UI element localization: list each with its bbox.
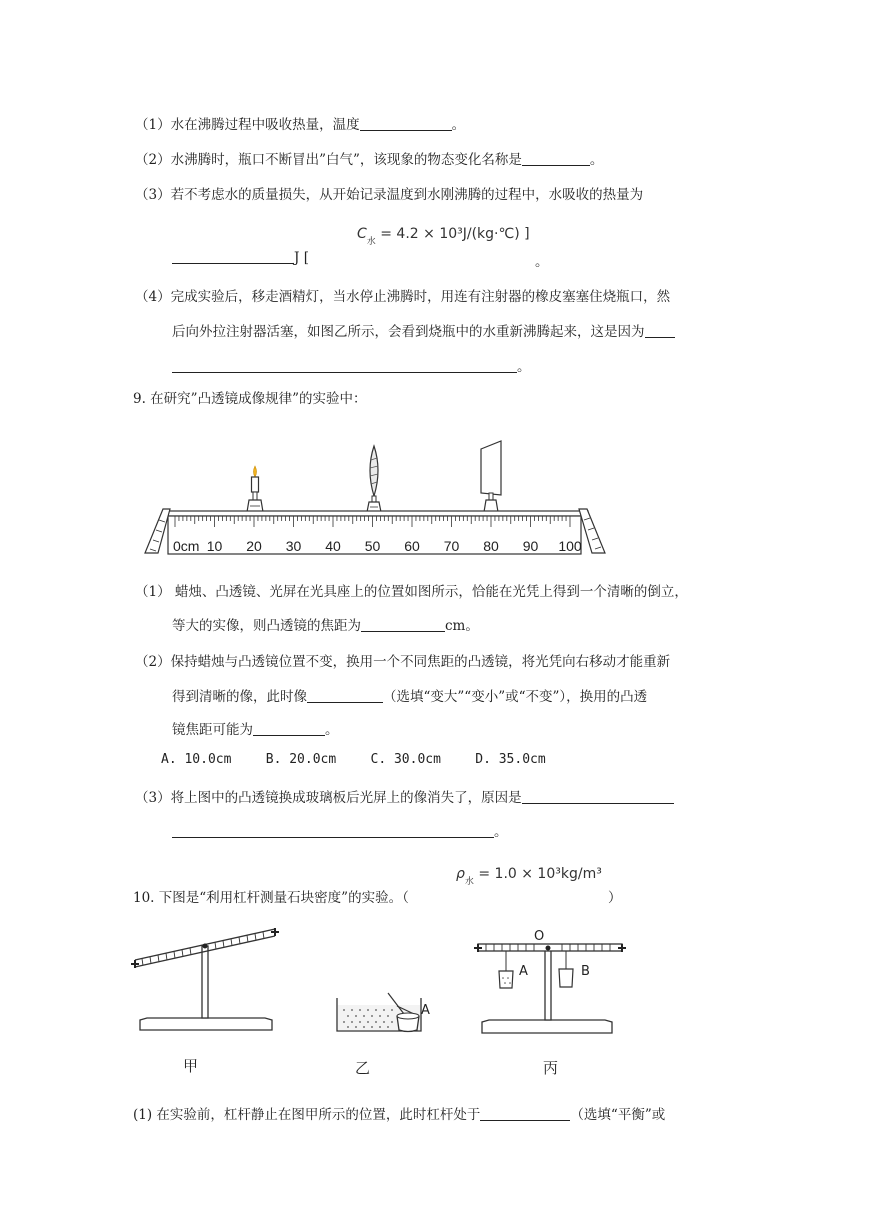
q8-part1-text: （1）水在沸腾过程中吸收热量，温度 [135,117,360,133]
option-b[interactable]: B. 20.0cm [265,752,337,767]
ruler-label: 70 [443,538,460,554]
figure-label-bing: 丙 [543,1059,559,1077]
q10-part1-text: (1) 在实验前，杠杆静止在图甲所示的位置，此时杠杆处于 [133,1107,481,1123]
q9-part2-text-c: 镜焦距可能为 [172,722,253,738]
q9-part2-end: 。 [325,722,339,738]
q8-part3-tail: J [ [294,250,309,266]
formula-rho-sub: 水 [464,877,474,887]
q9-part1-unit: cm。 [445,618,479,634]
q9-part1-line1: （1） 蜡烛、凸透镜、光屏在光具座上的位置如图所示，恰能在光凭上得到一个清晰的倒立， [135,584,688,600]
q10-title: 10. 下图是“利用杠杆测量石块密度”的实验。（ [133,890,409,906]
beaker-figure-yi [337,993,421,1032]
lever-figure-jia [131,928,279,1030]
q9-part3-end: 。 [494,824,508,840]
q9-part2-text-a: 得到清晰的像，此时像 [172,689,307,705]
ruler-label: 40 [325,538,341,554]
option-c[interactable]: C. 30.0cm [370,752,441,767]
formula-rho: ρ [456,866,465,882]
pivot-label-o: O [534,929,545,944]
q8-part1-end: 。 [451,117,466,133]
ruler-label: 60 [404,538,420,554]
formula-c: C [357,226,367,242]
stone-label-a: A [421,1003,430,1018]
q8-part3-text: （3）若不考虑水的质量损失，从开始记录温度到水刚沸腾的过程中，水吸收的热量为 [135,187,644,203]
ruler-label: 0cm [173,538,200,554]
q10-part1-tail: （选填“平衡”或 [570,1107,666,1123]
ruler-label: 80 [483,538,499,554]
option-d[interactable]: D. 35.0cm [475,752,546,767]
weight-label-b: B [581,964,590,979]
ruler-label: 50 [364,538,381,554]
weight-label-a: A [519,964,528,979]
ruler-label: 20 [246,538,262,554]
ruler-label: 100 [558,538,582,554]
figure-label-jia: 甲 [183,1057,199,1075]
formula-rest: = 4.2 × 10³J/(kg·℃) ] [380,226,530,242]
option-a[interactable]: A. 10.0cm [161,752,232,767]
ruler-label: 90 [522,538,539,554]
formula-sub: 水 [366,237,376,247]
q8-part4-end: 。 [517,359,531,375]
formula-rho-rest: = 1.0 × 10³kg/m³ [478,866,602,882]
q10-title-close: ） [608,890,622,906]
q9-part1-text: 等大的实像，则凸透镜的焦距为 [172,618,361,634]
lever-figure-bing [474,944,626,1033]
q9-part2-text-b: （选填“变大”“变小”或“不变”），换用的凸透 [383,689,648,705]
q10-part1 [133,1103,665,1123]
q8-part2-text: （2）水沸腾时，瓶口不断冒出”白气”，该现象的物态变化名称是 [135,152,522,168]
q9-title: 9. 在研究”凸透镜成像规律”的实验中： [133,391,367,407]
q9-part3-text: （3）将上图中的凸透镜换成玻璃板后光屏上的像消失了，原因是 [135,790,522,806]
figure-label-yi: 乙 [355,1059,371,1077]
q8-part4-line1: （4）完成实验后，移走酒精灯，当水停止沸腾时，用连有注射器的橡皮塞塞住烧瓶口，然 [135,289,671,305]
ruler-label: 10 [206,538,223,554]
q9-part2-line1: （2）保持蜡烛与凸透镜位置不变，换用一个不同焦距的凸透镜，将光凭向右移动才能重新 [135,654,671,670]
q10-part1-blank[interactable] [480,1106,570,1121]
q8-part4-line2-text: 后向外拉注射器活塞，如图乙所示，会看到烧瓶中的水重新沸腾起来，这是因为 [172,324,645,340]
q8-part3-end: 。 [535,254,549,270]
q8-part2-end: 。 [589,152,604,168]
ruler-label: 30 [285,538,302,554]
